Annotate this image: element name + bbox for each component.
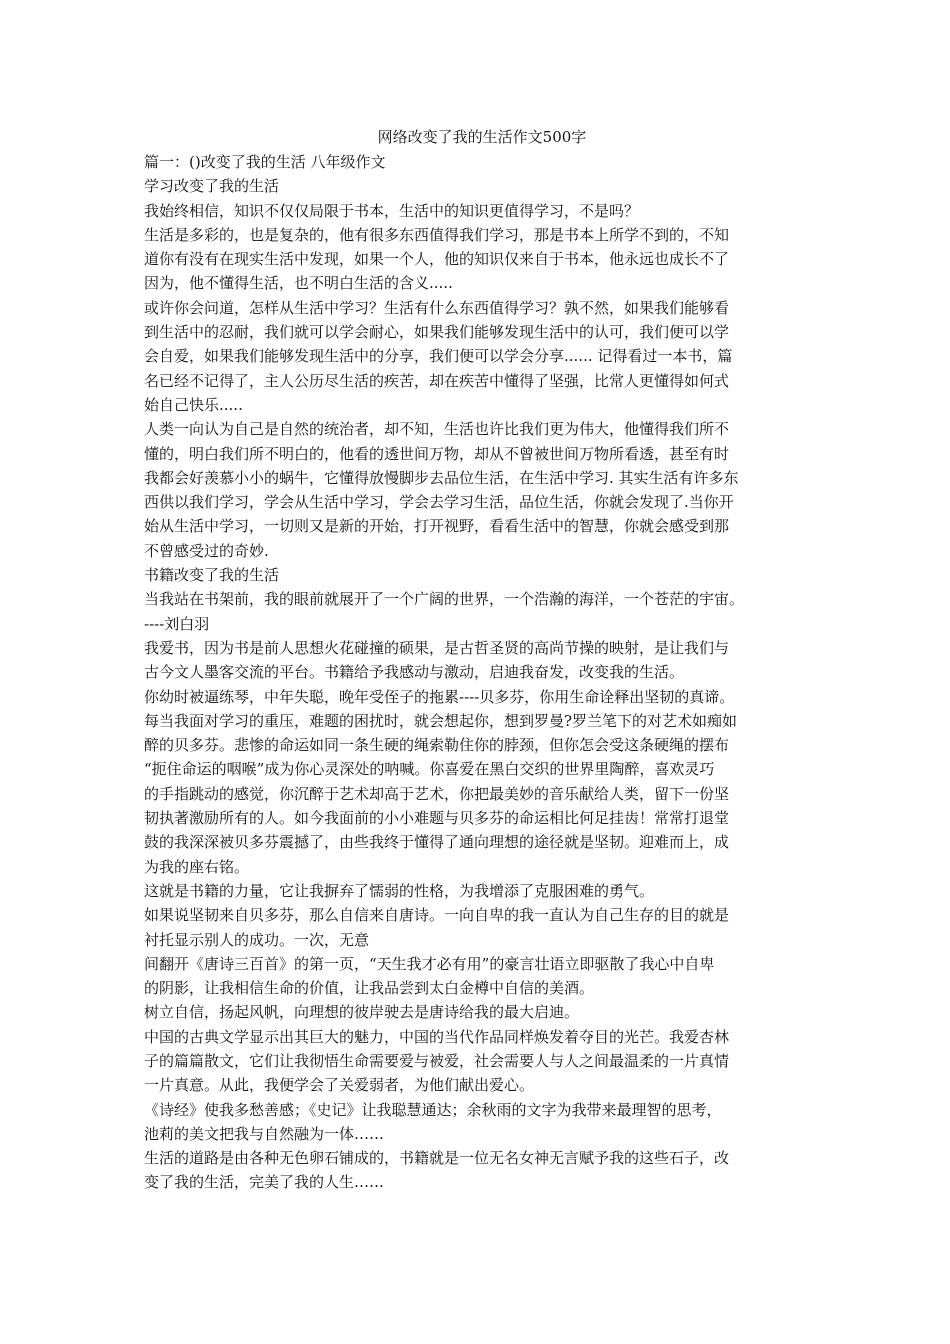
text-line: 韧执著激励所有的人。如今我面前的小小难题与贝多芬的命运相比何足挂齿！常常打退堂 — [144, 809, 730, 828]
text-line: 中国的古典文学显示出其巨大的魅力，中国的当代作品同样焕发着夺目的光芒。我爱杏林 — [144, 1027, 730, 1046]
text-line: 人类一向认为自己是自然的统治者，却不知，生活也许比我们更为伟大，他懂得我们所不 — [144, 420, 730, 439]
text-line: 衬托显示别人的成功。一次，无意 — [144, 930, 370, 949]
text-line: 篇一：()改变了我的生活 八年级作文 — [144, 153, 386, 171]
text-line: 名已经不记得了，主人公历尽生活的疾苦，却在疾苦中懂得了坚强，比常人更懂得如何式 — [144, 371, 730, 390]
text-line: 懂的，明白我们所不明白的，他看的透世间万物，却从不曾被世间万物所看透，甚至有时 — [144, 444, 730, 463]
text-line: 的阴影，让我相信生命的价值，让我品尝到太白金樽中自信的美酒。 — [144, 979, 595, 998]
text-line: 我始终相信，知识不仅仅局限于书本，生活中的知识更值得学习，不是吗？ — [144, 201, 640, 220]
text-line: 或许你会问道，怎样从生活中学习？生活有什么东西值得学习？孰不然，如果我们能够看 — [144, 298, 730, 317]
text-line: 我爱书，因为书是前人思想火花碰撞的硕果，是古哲圣贤的高尚节操的映射，是让我们与 — [144, 638, 730, 657]
text-line: 因为，他不懂得生活，也不明白生活的含义..... — [144, 274, 453, 293]
text-line: 生活的道路是由各种无色卵石铺成的，书籍就是一位无名女神无言赋予我的这些石子，改 — [144, 1149, 730, 1168]
text-line: 会自爱，如果我们能够发现生活中的分享，我们便可以学会分享...... 记得看过一本书，篇 — [144, 347, 733, 366]
text-line: 的手指跳动的感觉，你沉醉于艺术却高于艺术，你把最美妙的音乐献给人类，留下一份坚 — [144, 784, 730, 803]
text-line: 每当我面对学习的重压，难题的困扰时，就会想起你，想到罗曼?罗兰笔下的对艺术如痴如 — [144, 711, 738, 730]
text-line: 我都会好羡慕小小的蜗牛，它懂得放慢脚步去品位生活，在生活中学习. 其实生活有许多东 — [144, 468, 739, 487]
text-line: 池莉的美文把我与自然融为一体…… — [144, 1124, 385, 1143]
text-line: 不曾感受过的奇妙. — [144, 541, 269, 560]
text-line: ----刘白羽 — [144, 614, 210, 633]
text-line: 这就是书籍的力量，它让我摒弃了懦弱的性格，为我增添了克服困难的勇气。 — [144, 881, 655, 900]
text-line: 生活是多彩的，也是复杂的，他有很多东西值得我们学习，那是书本上所学不到的，不知 — [144, 225, 730, 244]
text-line: 到生活中的忍耐，我们就可以学会耐心，如果我们能够发现生活中的认可，我们便可以学 — [144, 323, 730, 342]
text-line: 醉的贝多芬。悲惨的命运如同一条生硬的绳索勒住你的脖颈，但你怎会受这条硬绳的摆布 — [144, 736, 730, 755]
text-line: 子的篇篇散文，它们让我彻悟生命需要爱与被爱，社会需要人与人之间最温柔的一片真情 — [144, 1051, 730, 1070]
text-line: 书籍改变了我的生活 — [144, 566, 280, 585]
text-line: 学习改变了我的生活 — [144, 177, 280, 196]
text-line: 变了我的生活，完美了我的人生…… — [144, 1173, 385, 1192]
text-line: 鼓的我深深被贝多芬震撼了，由些我终于懂得了通向理想的途径就是坚韧。迎难而上，成 — [144, 833, 730, 852]
text-line: 一片真意。从此，我便学会了关爱弱者，为他们献出爱心。 — [144, 1076, 535, 1095]
document-title: 网络改变了我的生活作文500字 — [377, 128, 587, 146]
text-line: 如果说坚韧来自贝多芬，那么自信来自唐诗。一向自卑的我一直认为自己生存的目的就是 — [144, 906, 730, 925]
text-line: 间翻开《唐诗三百首》的第一页，“天生我才必有用”的豪言壮语立即驱散了我心中自卑 — [144, 954, 715, 973]
text-line: 为我的座右铭。 — [144, 857, 250, 876]
text-line: 西供以我们学习，学会从生活中学习，学会去学习生活，品位生活，你就会发现了.当你开 — [144, 493, 734, 512]
text-line: 始自己快乐..... — [144, 395, 243, 414]
text-line: 你幼时被逼练琴，中年失聪，晚年受侄子的拖累----贝多芬，你用生命诠释出坚韧的真谛。 — [144, 687, 735, 706]
text-line: 树立自信，扬起风帆，向理想的彼岸驶去是唐诗给我的最大启迪。 — [144, 1003, 580, 1022]
text-line: 当我站在书架前，我的眼前就展开了一个广阔的世界，一个浩瀚的海洋，一个苍茫的宇宙。 — [144, 590, 745, 609]
text-line: “扼住命运的咽喉”成为你心灵深处的呐喊。你喜爱在黑白交织的世界里陶醉，喜欢灵巧 — [144, 760, 715, 779]
text-line: 《诗经》使我多愁善感；《史记》让我聪慧通达；余秋雨的文字为我带来最理智的思考， — [144, 1100, 722, 1119]
document-body — [144, 150, 820, 1195]
text-line: 道你有没有在现实生活中发现，如果一个人，他的知识仅来自于书本，他永远也成长不了 — [144, 250, 730, 269]
text-line: 古今文人墨客交流的平台。书籍给予我感动与激动，启迪我奋发，改变我的生活。 — [144, 663, 685, 682]
document-page — [144, 124, 820, 1195]
text-line: 始从生活中学习，一切则又是新的开始，打开视野，看看生活中的智慧，你就会感受到那 — [144, 517, 730, 536]
